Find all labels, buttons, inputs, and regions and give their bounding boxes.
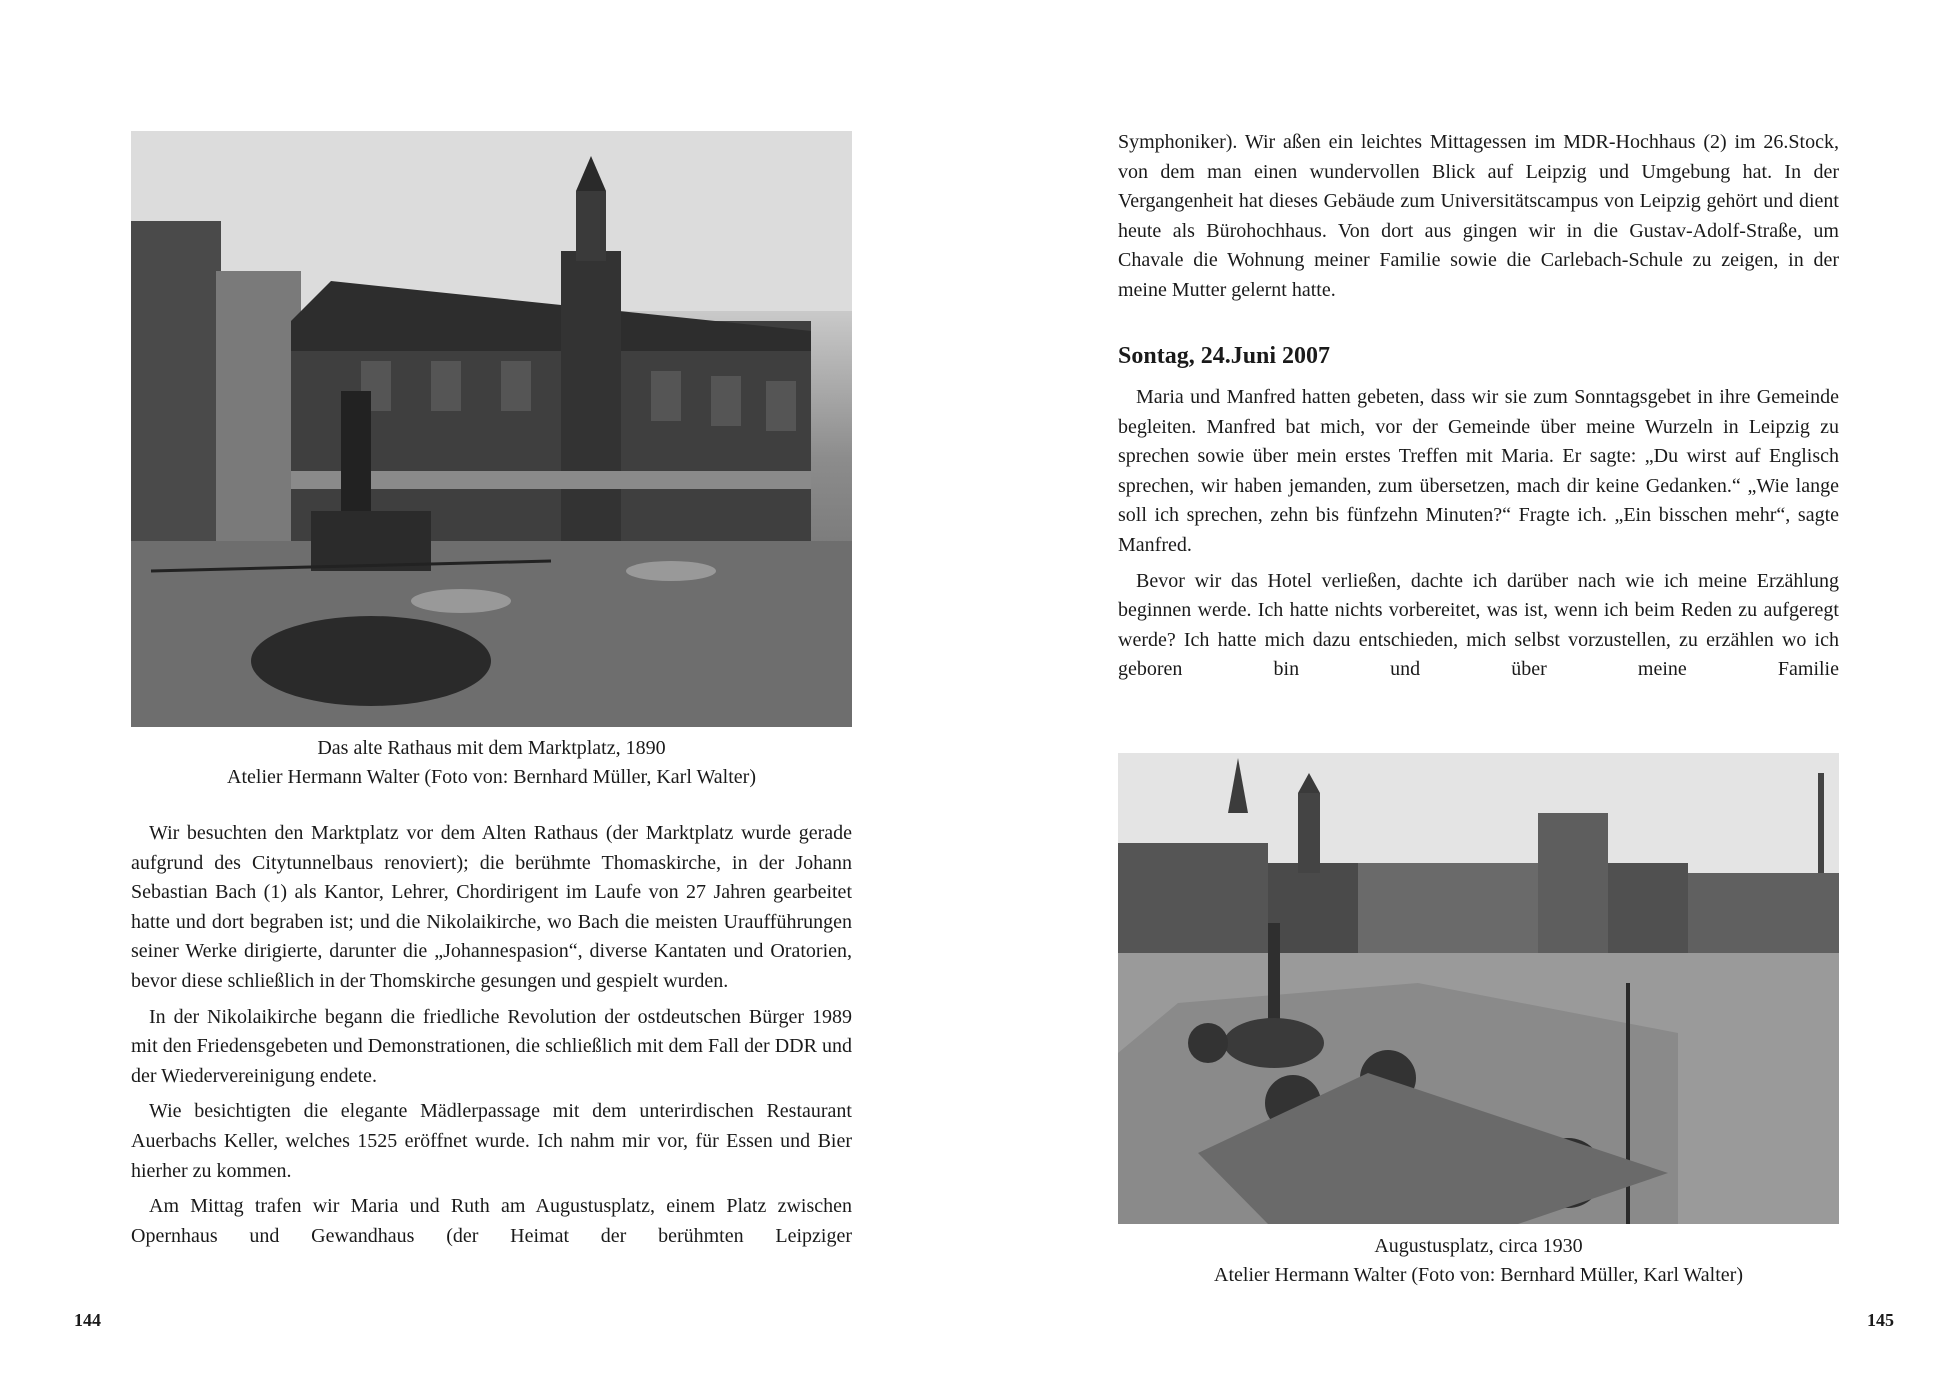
right-caption-credit: Atelier Hermann Walter (Foto von: Bernhard Müller, Karl Walter) xyxy=(1214,1264,1743,1286)
paragraph: Maria und Manfred hatten gebeten, dass wir sie zum Sonntagsgebet in ihre Gemeinde begleiten. Manfred bat mich, vor der Gemeinde über meine Wurzeln in Leipzig zu sprechen sowie über mein erstes Treffen mit Maria. Er sagte: „Du wirst auf Englisch sprechen, wir haben jemanden, zum übersetzen, mach dir keine Gedanken.“ „Wie lange soll ich sprechen, zehn bis fünfzehn Minuten?“ Fragte ich. „Ein bisschen mehr“, sagte Manfred. xyxy=(1118,386,1839,556)
augustusplatz-photo-drawing xyxy=(1118,753,1839,1224)
left-body-text xyxy=(131,819,852,1257)
paragraph: In der Nikolaikirche begann die friedliche Revolution der ostdeutschen Bürger 1989 mit den Friedensgebeten und Demonstrationen, die schließlich mit dem Fall der DDR und der Wiedervereinigung endete. xyxy=(131,1005,852,1087)
old-town-hall-photo-drawing xyxy=(131,131,852,727)
right-body-text xyxy=(1118,383,1839,691)
page-number-left: 144 xyxy=(74,1310,101,1330)
section-heading: Sontag, 24.Juni 2007 xyxy=(1118,343,1331,369)
paragraph: Am Mittag trafen wir Maria und Ruth am Augustusplatz, einem Platz zwischen Opernhaus und Gewandhaus (der Heimat der berühmten Leipziger xyxy=(131,1195,852,1247)
old-town-hall-photo xyxy=(131,131,852,727)
right-caption-title: Augustusplatz, circa 1930 xyxy=(1374,1235,1583,1257)
augustusplatz-photo xyxy=(1118,753,1839,1224)
right-photo-caption xyxy=(1118,1232,1839,1290)
left-caption-title: Das alte Rathaus mit dem Marktplatz, 1890 xyxy=(317,737,666,759)
right-continuation-text xyxy=(1118,128,1839,312)
paragraph: Symphoniker). Wir aßen ein leichtes Mittagessen im MDR-Hochhaus (2) im 26.Stock, von dem man einen wundervollen Blick auf Leipzig und Umgebung hat. In der Vergangenheit hat dieses Gebäude zum Universitätscampus von Leipzig gehört und dient heute als Bürohochhaus. Von dort aus gingen wir in die Gustav-Adolf-Straße, um Chavale die Wohnung meiner Familie sowie die Carlebach-Schule zu zeigen, in der meine Mutter gelernt hatte. xyxy=(1118,131,1839,301)
page-number-right: 145 xyxy=(1867,1310,1894,1330)
paragraph: Bevor wir das Hotel verließen, dachte ich darüber nach wie ich meine Erzählung beginnen werde. Ich hatte nichts vorbereitet, was ist, wenn ich beim Reden zu aufgeregt werde? Ich hatte mich dazu entschieden, mich selbst vorzustellen, zu erzählen wo ich geboren bin und über meine Familie xyxy=(1118,569,1839,681)
left-caption-credit: Atelier Hermann Walter (Foto von: Bernhard Müller, Karl Walter) xyxy=(227,766,756,788)
paragraph: Wie besichtigten die elegante Mädlerpassage mit dem unterirdischen Restaurant Auerbachs Keller, welches 1525 eröffnet wurde. Ich nahm mir vor, für Essen und Bier hierher zu kommen. xyxy=(131,1100,852,1182)
left-photo-caption xyxy=(131,734,852,792)
paragraph: Wir besuchten den Marktplatz vor dem Alten Rathaus (der Marktplatz wurde gerade aufgrund des Citytunnelbaus renoviert); die berühmte Thomaskirche, in der Johann Sebastian Bach (1) als Kantor, Lehrer, Chordirigent im Laufe von 27 Jahren gearbeitet hatte und dort begraben ist; und die Nikolaikirche, wo Bach die meisten Uraufführungen seiner Werke dirigierte, darunter die „Johannespasion“, diverse Kantaten und Oratorien, bevor diese schließlich in der Thomskirche gesungen und gespielt wurden. xyxy=(131,822,852,992)
